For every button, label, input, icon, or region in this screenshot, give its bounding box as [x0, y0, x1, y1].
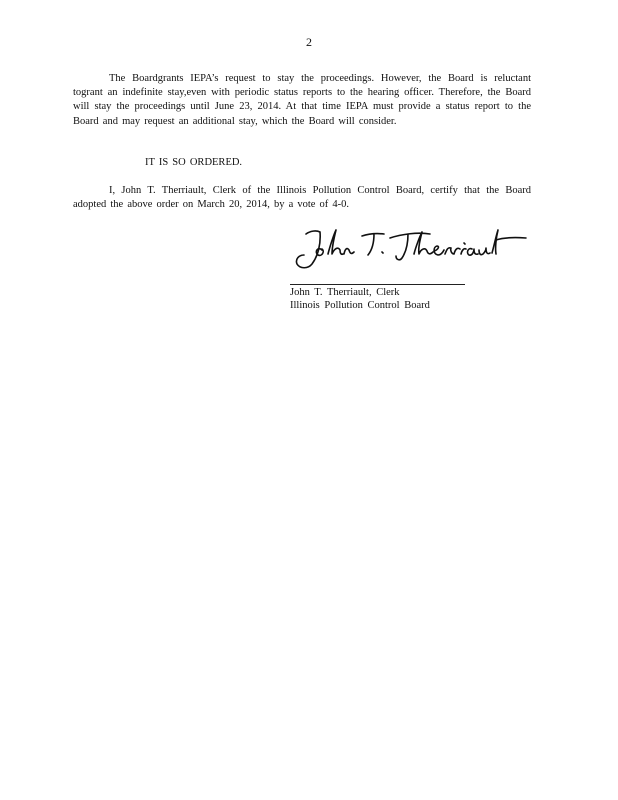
signer-organization: Illinois Pollution Control Board — [290, 300, 430, 311]
signature-line — [290, 284, 465, 285]
handwritten-signature-icon — [290, 222, 530, 274]
ordered-statement: IT IS SO ORDERED. — [145, 157, 243, 168]
order-paragraph: The Boardgrants IEPA’s request to stay the proceedings. However, the Board is reluctant togrant an indefinite stay,even with periodic status reports to the hearing officer. Therefore, the Board will stay the proceedings until June 23, 2014. At that time IEPA must provide a status report to the Board and may request an additional stay, which the Board will consider. — [73, 73, 531, 127]
signer-name-title: John T. Therriault, Clerk — [290, 287, 400, 298]
certification-paragraph: I, John T. Therriault, Clerk of the Illinois Pollution Control Board, certify that the Board adopted the above order on March 20, 2014, by a vote of 4-0. — [73, 185, 531, 211]
page-number: 2 — [306, 35, 312, 49]
